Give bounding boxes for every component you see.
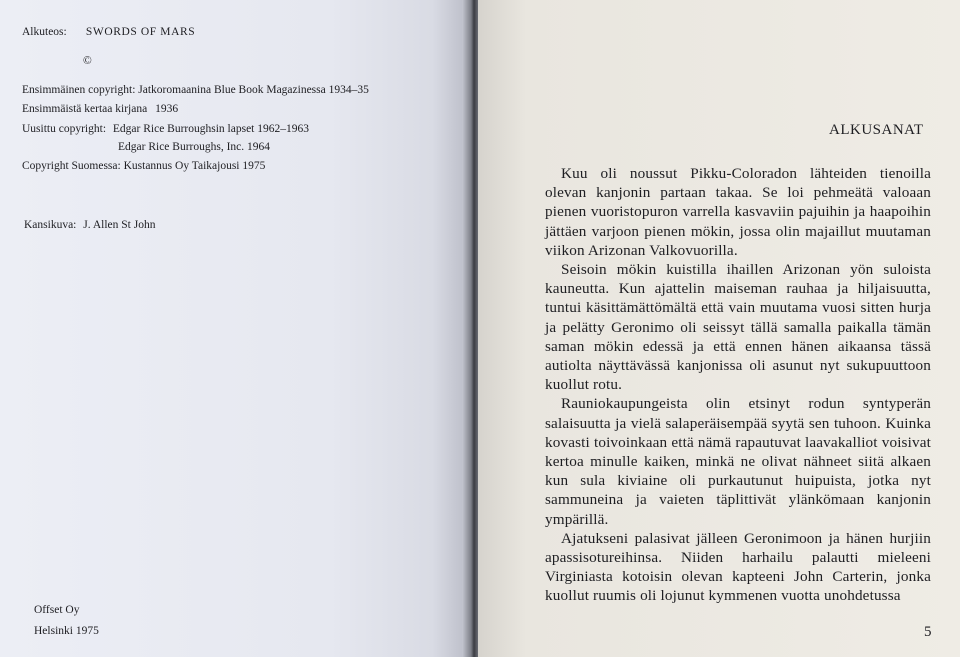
chapter-heading: ALKUSANAT xyxy=(829,122,924,138)
cover-artist: J. Allen St John xyxy=(83,219,156,231)
paragraph: Kuu oli noussut Pikku-Coloradon lähteiden tienoilla olevan kanjonin partaan takaa. Se loi pehmeätä valoaan pienen vuoristopuron varrella kasvaviin pajuihin ja haapoihin jättäen varjoon pienen mökin, jossa olin majaillut muutaman viikon Arizonan Valkovuorilla. xyxy=(545,165,931,259)
left-page xyxy=(0,0,470,657)
renewed-copyright-line2: Edgar Rice Burroughs, Inc. 1964 xyxy=(118,141,271,153)
paragraph: Ajatukseni palasivat jälleen Geronimoon ja hänen hurjiin apassisotureihinsa. Niiden harhailu palautti mieleeni Virginiasta kotoisin olevan kapteeni John Carterin, jonka kuollut ruumis oli lojunut kymmenen vuotta unohdetussa xyxy=(545,529,931,605)
paragraph: Rauniokaupungeista olin etsinyt rodun syntyperän salaisuutta ja vielä salaperäisempää syytä sen tuhoon. Kuinka kovasti toivoinkaan että nämä rapautuvat laavakalliot voisivat kertoa minulle kaiken, minkä ne olivat nähneet siitä alkaen kun sula kiviaine oli purkautunut huipuista, jotka nyt sammuneina ja vaieten täplittivät ylänkömaan kanjonin ympärillä. xyxy=(545,395,931,528)
body-text xyxy=(545,164,931,606)
first-published-year: 1936 xyxy=(155,103,179,115)
original-title: SWORDS OF MARS xyxy=(85,26,196,38)
original-title-label: Alkuteos: xyxy=(22,26,67,38)
first-copyright-label: Ensimmäinen copyright: xyxy=(22,84,136,96)
renewed-copyright-line1: Edgar Rice Burroughsin lapset 1962–1963 xyxy=(112,123,309,135)
finnish-copyright-row xyxy=(22,160,265,172)
page-number: 5 xyxy=(924,624,932,640)
copyright-symbol: © xyxy=(83,55,92,67)
first-published-row xyxy=(22,103,178,115)
first-copyright-row xyxy=(22,84,369,96)
printer-city-year: Helsinki 1975 xyxy=(34,625,99,637)
first-published-label: Ensimmäistä kertaa kirjana xyxy=(22,103,148,115)
first-copyright-value: Jatkoromaanina Blue Book Magazinessa 1934–35 xyxy=(138,84,369,96)
cover-row xyxy=(24,219,155,231)
cover-label: Kansikuva: xyxy=(24,219,77,231)
renewed-copyright-label: Uusittu copyright: xyxy=(22,123,107,135)
finnish-copyright-value: Kustannus Oy Taikajousi 1975 xyxy=(123,160,266,172)
paragraph: Seisoin mökin kuistilla ihaillen Arizonan yön suloista kauneutta. Kun ajattelin maiseman rauhaa ja hiljaisuutta, tuntui käsittämättömältä että vain muutama vuosi sitten hurja ja pelätty Geronimo oli seissyt tällä samalla paikalla tämän saman mökin edessä ja että ennen hänen aikaansa tässä autiolta näyttävässä kanjonissa oli asunut nyt sukupuuttoon kuollut rotu. xyxy=(545,261,931,394)
original-title-row xyxy=(22,26,195,38)
printer: Offset Oy xyxy=(34,604,80,616)
renewed-copyright-row xyxy=(22,123,309,135)
finnish-copyright-label: Copyright Suomessa: xyxy=(22,160,121,172)
